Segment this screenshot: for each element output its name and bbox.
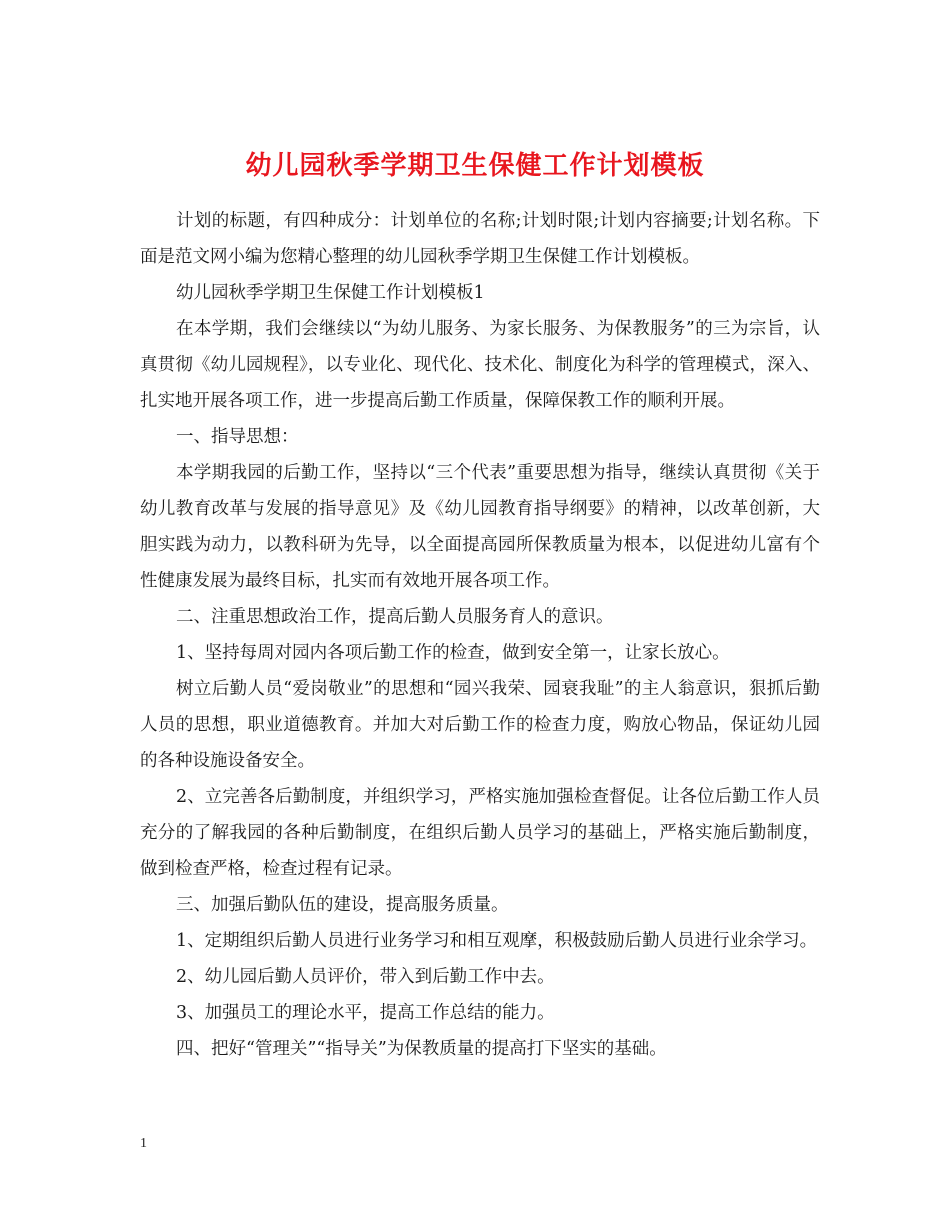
paragraph: 本学期我园的后勤工作，坚持以“三个代表”重要思想为指导，继续认真贯彻《关于幼儿教育改革与发展的指导意见》及《幼儿园教育指导纲要》的精神，以改革创新，大胆实践为动力，以教科研为先导，以全面提高园所保教质量为根本，以促进幼儿富有个性健康发展为最终目标，扎实而有效地开展各项工作。 [140, 463, 820, 591]
paragraph: 幼儿园秋季学期卫生保健工作计划模板1 [176, 283, 485, 303]
paragraph: 2、立完善各后勤制度，并组织学习，严格实施加强检查督促。让各位后勤工作人员充分的了解我园的各种后勤制度，在组织后勤人员学习的基础上，严格实施后勤制度，做到检查严格，检查过程有记录。 [140, 787, 820, 879]
paragraph: 1、坚持每周对园内各项后勤工作的检查，做到安全第一，让家长放心。 [176, 643, 730, 663]
paragraph: 3、加强员工的理论水平，提高工作总结的能力。 [176, 1003, 555, 1023]
paragraph: 1、定期组织后勤人员进行业务学习和相互观摩，积极鼓励后勤人员进行业余学习。 [176, 931, 818, 951]
page-number: 1 [140, 1136, 147, 1151]
paragraph: 2、幼儿园后勤人员评价，带入到后勤工作中去。 [176, 967, 555, 987]
paragraph: 树立后勤人员“爱岗敬业”的思想和“园兴我荣、园衰我耻”的主人翁意识，狠抓后勤人员的思想，职业道德教育。并加大对后勤工作的检查力度，购放心物品，保证幼儿园的各种设施设备安全。 [140, 679, 820, 771]
section-heading: 二、注重思想政治工作，提高后勤人员服务育人的意识。 [176, 607, 614, 627]
document-title: 幼儿园秋季学期卫生保健工作计划模板 [245, 151, 705, 182]
section-heading: 四、把好“管理关”“指导关”为保教质量的提高打下坚实的基础。 [176, 1039, 667, 1059]
section-heading: 一、指导思想： [176, 427, 299, 447]
paragraph: 在本学期，我们会继续以“为幼儿服务、为家长服务、为保教服务”的三为宗旨，认真贯彻《幼儿园规程》，以专业化、现代化、技术化、制度化为科学的管理模式，深入、扎实地开展各项工作，进一步提高后勤工作质量，保障保教工作的顺利开展。 [140, 319, 820, 411]
section-heading: 三、加强后勤队伍的建设，提高服务质量。 [176, 895, 509, 915]
document-body [140, 203, 820, 1067]
paragraph: 计划的标题，有四种成分：计划单位的名称;计划时限;计划内容摘要;计划名称。下面是范文网小编为您精心整理的幼儿园秋季学期卫生保健工作计划模板。 [140, 211, 820, 267]
